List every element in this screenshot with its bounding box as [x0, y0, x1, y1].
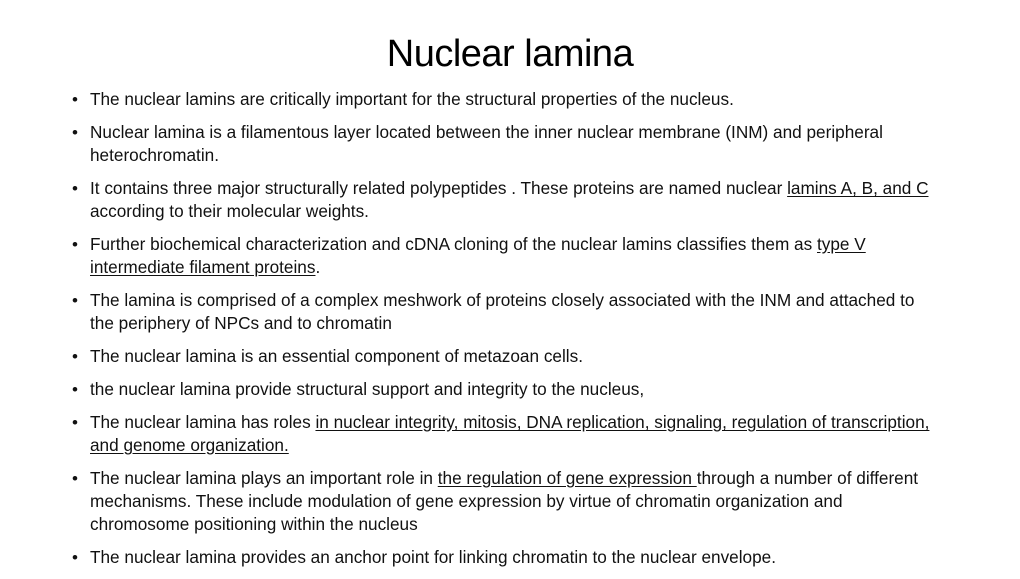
bullet-text-continued: according to their molecular weights.	[90, 201, 369, 221]
bullet-item	[72, 289, 932, 335]
bullet-item	[72, 88, 932, 111]
bullet-text: The nuclear lamina has roles	[90, 412, 316, 432]
bullet-text: Nuclear lamina is a filamentous layer located between the inner nuclear membrane (INM) and peripheral heterochromatin.	[90, 122, 883, 165]
bullet-text: Further biochemical characterization and cDNA cloning of the nuclear lamins classifies them as	[90, 234, 817, 254]
bullet-dot-icon: •	[72, 548, 78, 567]
bullet-text-continued: through a number of different mechanisms. These include modulation of gene expression by virtue of chromatin organization and chromosome positioning within the nucleus	[90, 468, 919, 534]
bullet-item	[72, 546, 932, 569]
bullet-dot-icon: •	[72, 179, 78, 198]
bullet-dot-icon: •	[72, 123, 78, 142]
bullet-text: The nuclear lamina is an essential component of metazoan cells.	[90, 346, 583, 366]
bullet-text: The lamina is comprised of a complex meshwork of proteins closely associated with the INM and attached to the periphery of NPCs and to chromatin	[90, 290, 915, 333]
bullet-item	[72, 233, 932, 279]
bullet-text: The nuclear lamina provides an anchor point for linking chromatin to the nuclear envelope.	[90, 547, 776, 567]
underlined-term[interactable]: lamins A, B, and C	[787, 178, 929, 198]
bullet-dot-icon: •	[72, 380, 78, 399]
bullet-dot-icon: •	[72, 235, 78, 254]
underlined-term[interactable]: type V intermediate filament proteins	[90, 234, 866, 277]
bullet-dot-icon: •	[72, 90, 78, 109]
bullet-text: the nuclear lamina provide structural support and integrity to the nucleus,	[90, 379, 645, 399]
bullet-item	[72, 345, 932, 368]
bullet-text-continued: .	[315, 257, 321, 277]
bullet-item	[72, 121, 932, 167]
bullet-item	[72, 411, 932, 457]
bullet-text: The nuclear lamina plays an important role in	[90, 468, 438, 488]
bullet-dot-icon: •	[72, 469, 78, 488]
bullet-text: The nuclear lamins are critically important for the structural properties of the nucleus.	[90, 89, 734, 109]
bullet-item	[72, 378, 932, 401]
underlined-term[interactable]: the regulation of gene expression	[437, 468, 697, 488]
underlined-term[interactable]: in nuclear integrity, mitosis, DNA replication, signaling, regulation of transcription, and genome organization.	[90, 412, 930, 455]
slide-title: Nuclear lamina	[386, 33, 634, 75]
bullet-item	[72, 177, 932, 223]
bullet-list	[72, 88, 932, 579]
bullet-text: It contains three major structurally related polypeptides . These proteins are named nuclear	[90, 178, 788, 198]
bullet-dot-icon: •	[72, 413, 78, 432]
bullet-dot-icon: •	[72, 347, 78, 366]
bullet-dot-icon: •	[72, 291, 78, 310]
bullet-item	[72, 467, 932, 536]
